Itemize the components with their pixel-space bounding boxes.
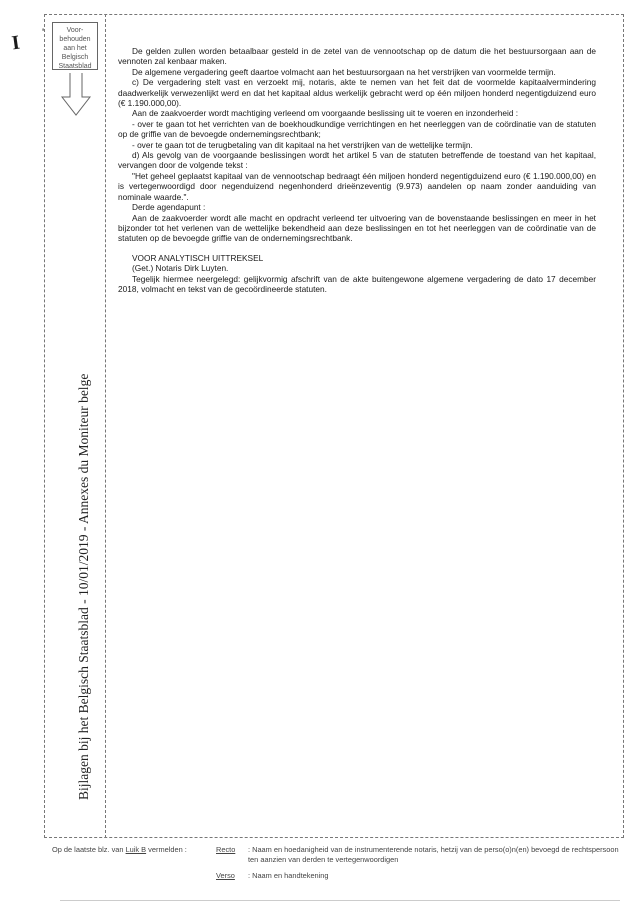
- stamp-line: Belgisch: [61, 54, 89, 61]
- stamp-line: Staatsblad: [58, 63, 92, 70]
- paragraph: Aan de zaakvoerder wordt machtiging verleend om voorgaande beslissing uit te voeren en inzonderheid :: [132, 108, 519, 119]
- paragraph: "Het geheel geplaatst kapitaal van de vennootschap bedraagt één miljoen honderd negentigduizend euro (€ 1.190.000,00) en is vertegenwoordigd door negenduizend negenhonderd drieënzeventig (9.973) aandelen op naam zonder aanduiding van nominale waarde.".: [118, 170, 596, 202]
- stamp-line: aan het: [63, 45, 87, 52]
- paragraph: De algemene vergadering geeft daartoe volmacht aan het bestuursorgaan na het verstrijken van voormelde termijn.: [132, 66, 556, 77]
- paragraph: - over te gaan tot de terugbetaling van dit kapitaal na het verstrijken van de wettelijke termijn.: [132, 139, 473, 150]
- recto-text: : Naam en hoedanigheid van de instrumenterende notaris, hetzij van de perso(o)n(en) bevoegd de rechtspersoon ten aanzien van derden te vertegenwoordigen: [248, 845, 619, 864]
- paragraph: - over te gaan tot het verrichten van de boekhoudkundige verrichtingen en het neerleggen van de coördinatie van de statuten op de griffie van de bevoegde ondernemingsrechtbank;: [118, 118, 596, 140]
- stamp-line: behouden: [59, 36, 91, 43]
- paragraph: Tegelijk hiermee neergelegd: gelijkvormig afschrift van de akte buitengewone algemene vergadering de dato 17 december 2018, volmacht en tekst van de gecoördineerde statuten.: [118, 273, 596, 294]
- extract-heading: VOOR ANALYTISCH UITTREKSEL: [132, 252, 264, 263]
- corner-mark: I: [10, 31, 22, 55]
- footer-suffix: vermelden :: [148, 845, 187, 854]
- notary-signature: (Get.) Notaris Dirk Luyten.: [132, 263, 229, 274]
- verso-text: : Naam en handtekening: [248, 871, 329, 880]
- verso-label: Verso: [216, 871, 235, 880]
- paragraph: c) De vergadering stelt vast en verzoekt mij, notaris, akte te nemen van het feit dat de voormelde kapitaalvermindering daadwerkelijk verwezenlijkt werd en dat het kapitaal aldus werkelijk gebracht werd op één miljoen honderd negentigduizend euro (€ 1.190.000,00).: [118, 77, 596, 109]
- stamp-line: Voor-: [66, 27, 84, 34]
- side-banner: Bijlagen bij het Belgisch Staatsblad - 10/01/2019 - Annexes du Moniteur belge: [76, 373, 91, 800]
- paragraph: d) Als gevolg van de voorgaande beslissingen wordt het artikel 5 van de statuten betreffende de toestand van het kapitaal, vervangen door de volgende tekst :: [118, 150, 596, 171]
- footer-instruction: [52, 845, 187, 855]
- reserved-stamp: [52, 22, 98, 70]
- recto-label: Recto: [216, 845, 236, 854]
- document-body: [118, 46, 596, 294]
- agenda-heading: Derde agendapunt :: [132, 202, 206, 213]
- bottom-divider: [60, 900, 620, 901]
- paragraph: Aan de zaakvoerder wordt alle macht en opdracht verleend ter uitvoering van de bovenstaande beslissingen en meer in het bijzonder tot het verlenen van de wettelijke bekendheid aan deze beslissingen en tot het neerleggen van de coördinatie van de statuten op de bevoegde griffie van de ondernemingsrechtbank.: [118, 212, 596, 244]
- paragraph: De gelden zullen worden betaalbaar gesteld in de zetel van de vennootschap op de datum die het bestuursorgaan aan de vennoten zal kenbaar maken.: [118, 46, 596, 67]
- footer-link: Luik B: [125, 845, 147, 854]
- down-arrow-icon: [60, 73, 92, 117]
- corner-tick: ': [42, 27, 45, 39]
- margin-column: [44, 14, 106, 838]
- footer-prefix: Op de laatste blz. van: [52, 845, 124, 854]
